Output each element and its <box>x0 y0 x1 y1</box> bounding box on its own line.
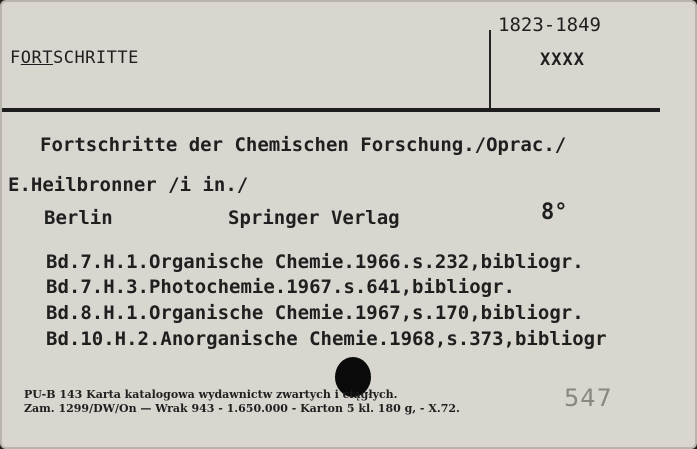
header-horizontal-divider <box>2 108 660 112</box>
call-number-sub: XXXX <box>540 50 585 70</box>
card-heading: FORTSCHRITTE <box>10 48 139 68</box>
publisher: Springer Verlag <box>228 207 400 229</box>
place: Berlin <box>44 207 113 229</box>
volume-entry-4: Bd.10.H.2.Anorganische Chemie.1968,s.373,bibliogr <box>46 328 607 350</box>
footer-line-1: PU-B 143 Karta katalogowa wydawnictw zwartych i ciągłych. <box>24 388 398 401</box>
author-line: E.Heilbronner /i in./ <box>8 174 249 196</box>
format: 8° <box>541 200 568 225</box>
volume-entry-2: Bd.7.H.3.Photochemie.1967.s.641,bibliogr. <box>46 276 515 298</box>
header-vertical-divider <box>489 30 491 112</box>
footer-line-2: Zam. 1299/DW/On — Wrak 943 - 1.650.000 - Karton 5 kl. 180 g, - X.72. <box>24 402 460 415</box>
volume-entry-1: Bd.7.H.1.Organische Chemie.1966.s.232,bibliogr. <box>46 251 584 273</box>
pencil-note: 547 <box>564 384 613 412</box>
call-number: 1823-1849 <box>498 14 601 36</box>
title-line: Fortschritte der Chemischen Forschung./Oprac./ <box>40 134 567 156</box>
volume-entry-3: Bd.8.H.1.Organische Chemie.1967,s.170,bibliogr. <box>46 302 584 324</box>
